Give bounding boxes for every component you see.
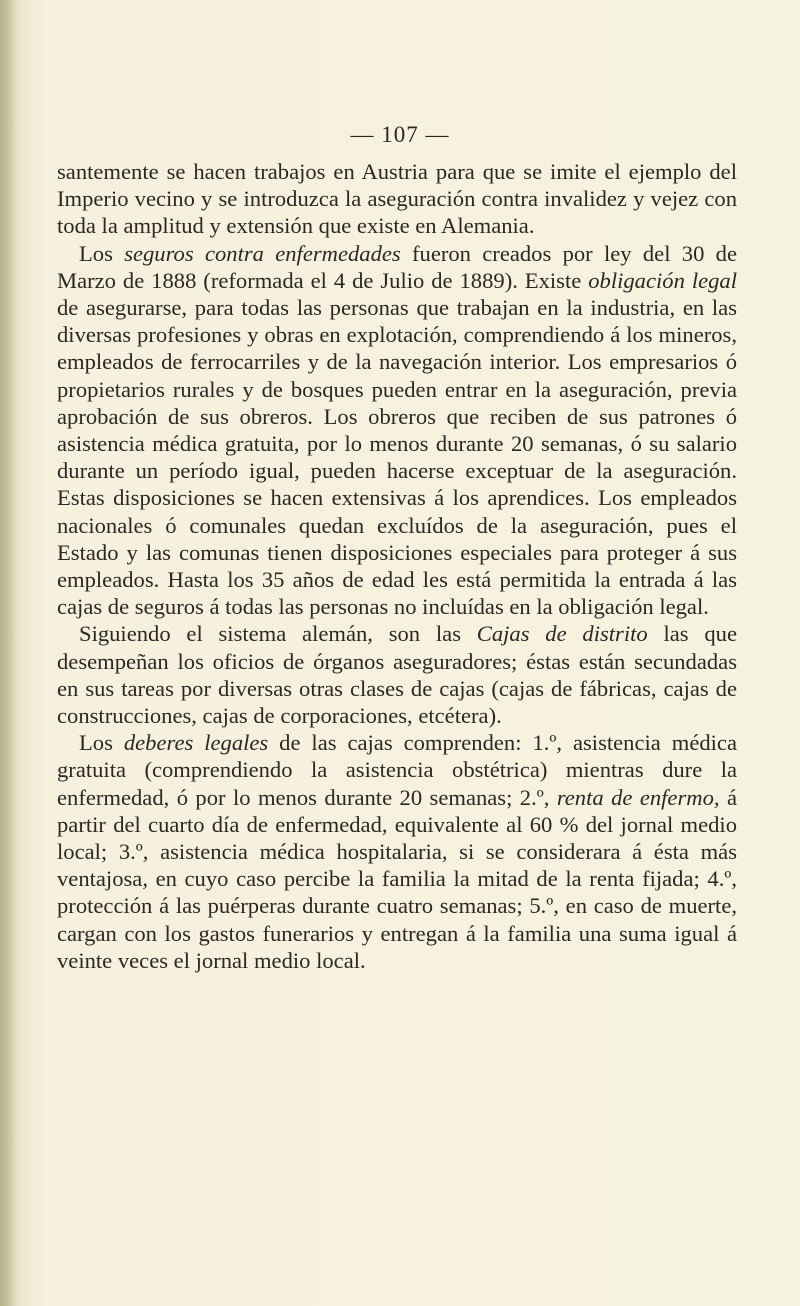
page-binding-edge bbox=[0, 0, 16, 1306]
text-run: Los bbox=[79, 730, 124, 756]
page-number: — 107 — bbox=[350, 122, 450, 147]
italic-phrase: deberes legales bbox=[123, 730, 269, 756]
text-run: Los bbox=[79, 240, 125, 266]
text-run: de asegurarse, para todas las personas que trabajan en la industria, en las diversas profesiones y obras en explotación, comprendiendo á los mineros, empleados de ferrocarriles y de la navegación interior. Los empresarios ó propietarios rurales y de bosques pueden entrar en la aseguración, previa aprobación de sus obreros. Los obreros que reciben de sus patrones ó asistencia médica gratuita, por lo menos durante 20 semanas, ó su salario durante un período igual, pueden hacerse exceptuar de la aseguración. Estas disposiciones se hacen extensivas á los aprendices. Los empleados nacionales ó comunales quedan excluídos de la aseguración, pues el Estado y las comunas tienen disposiciones especiales para proteger á sus empleados. Hasta los 35 años de edad les está permitida la entrada á las cajas de seguros á todas las personas no incluídas en la obligación legal. bbox=[57, 295, 737, 620]
paragraph-p4 bbox=[57, 729, 737, 974]
text-run: santemente se hacen trabajos en Austria para que se imite el ejemplo del Imperio vecino y se introduzca la aseguración contra invalidez y vejez con toda la amplitud y extensión que existe en Alemania. bbox=[57, 159, 737, 239]
italic-phrase: seguros contra enfermedades bbox=[124, 240, 401, 266]
italic-phrase: renta de enfermo, bbox=[556, 784, 720, 810]
text-run: á partir del cuarto día de enfermedad, equivalente al 60 % del jornal medio local; 3.º, asistencia médica hospitalaria, si se considerara á ésta más ventajosa, en cuyo caso percibe la familia la mitad de la renta fijada; 4.º, protección á las puérperas durante cuatro semanas; 5.º, en caso de muerte, cargan con los gastos funerarios y entregan á la familia una suma igual á veinte veces el jornal medio local. bbox=[57, 784, 737, 973]
paragraph-p1 bbox=[57, 158, 737, 240]
text-run: fueron creados por ley del 30 de Marzo de 1888 (reformada el 4 de Julio de 1889). Existe bbox=[57, 240, 737, 293]
text-run: de las cajas comprenden: 1.º, asistencia médica gratuita (comprendiendo la asistencia obstétrica) mientras dure la enfermedad, ó por lo menos durante 20 semanas; 2.º, bbox=[57, 730, 737, 810]
body-text bbox=[57, 158, 737, 974]
italic-phrase: Cajas de distrito bbox=[476, 621, 648, 647]
paragraph-p3 bbox=[57, 620, 737, 729]
paragraph-p2 bbox=[57, 240, 737, 621]
italic-phrase: obligación legal bbox=[588, 267, 737, 293]
text-run: las que desempeñan los oficios de órganos aseguradores; éstas están secundadas en sus tareas por diversas otras clases de cajas (cajas de fábricas, cajas de construcciones, cajas de corporaciones, etcétera). bbox=[57, 621, 737, 729]
text-run: Siguiendo el sistema alemán, son las bbox=[79, 621, 477, 647]
